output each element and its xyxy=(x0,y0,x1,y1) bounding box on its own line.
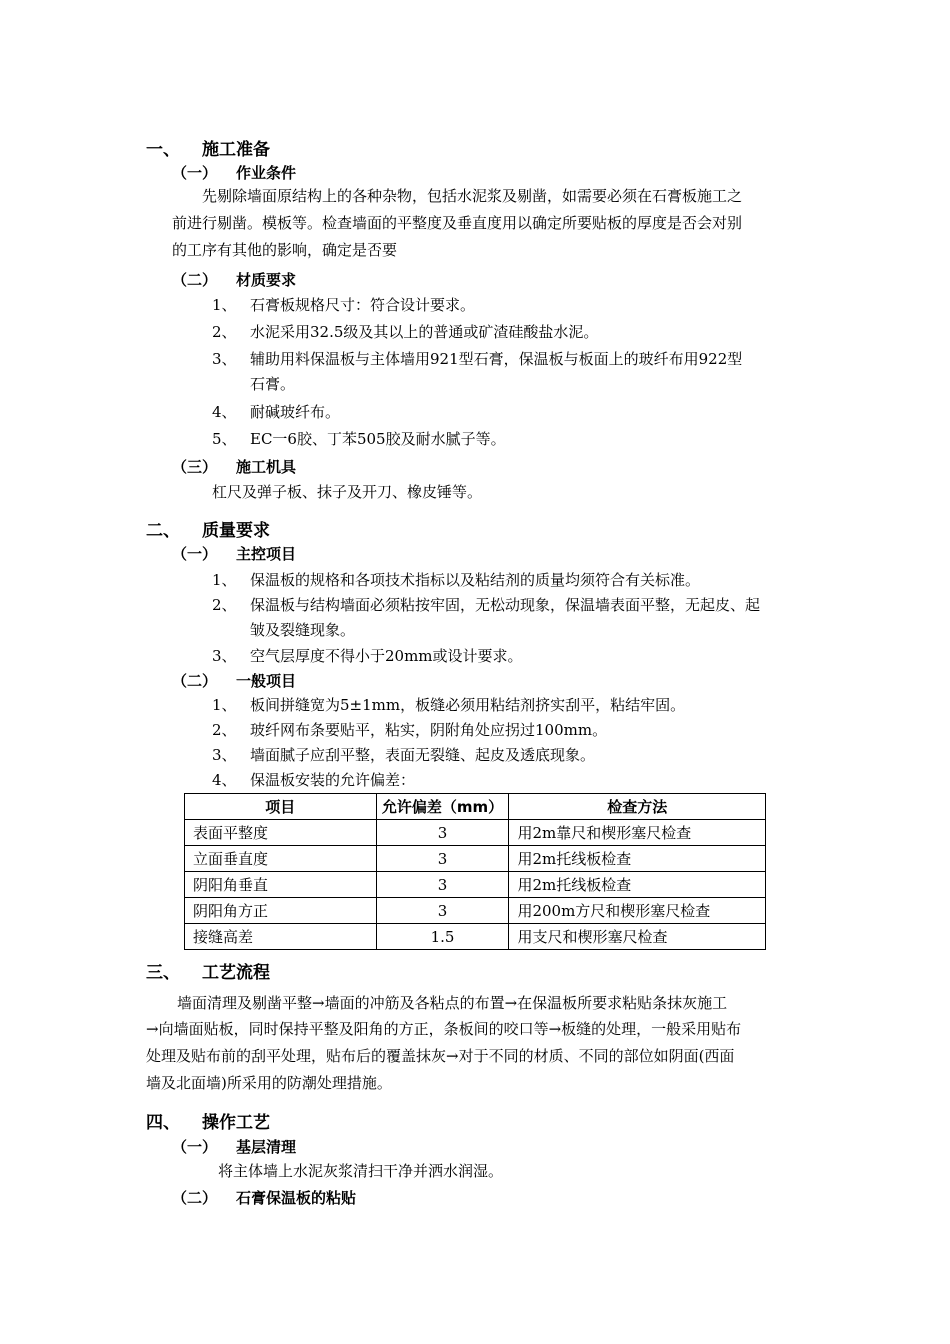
s1-sub1-line-2: 前进行剔凿。模板等。检查墙面的平整度及垂直度用以确定所要贴板的厚度是否会对别 xyxy=(172,214,743,232)
table-header-cell: 允许偏差（mm） xyxy=(376,794,509,820)
s1-sub2-number: （二） xyxy=(172,271,218,289)
table-cell: 用2m托线板检查 xyxy=(509,872,766,898)
table-cell: 阴阳角方正 xyxy=(185,898,377,924)
s2-item-number: 3、 xyxy=(212,746,237,764)
table-cell: 阴阳角垂直 xyxy=(185,872,377,898)
tolerance-table xyxy=(184,793,766,950)
s1-sub1-number: （一） xyxy=(172,164,218,182)
s3-line-1: 墙面清理及剔凿平整→墙面的冲筋及各粘点的布置→在保温板所要求粘贴条抹灰施工 xyxy=(177,994,728,1012)
section-1-number: 一、 xyxy=(146,140,180,160)
table-cell: 用支尺和楔形塞尺检查 xyxy=(509,924,766,950)
table-cell: 1.5 xyxy=(376,924,509,950)
s4-sub1-title: 基层清理 xyxy=(236,1138,297,1156)
s1-item-text: 石膏板规格尺寸：符合设计要求。 xyxy=(250,296,476,314)
s1-sub2-title: 材质要求 xyxy=(236,271,297,289)
section-2-number: 二、 xyxy=(146,521,180,541)
table-cell: 用200m方尺和楔形塞尺检查 xyxy=(509,898,766,924)
table-header-cell: 检查方法 xyxy=(509,794,766,820)
table-row xyxy=(185,924,766,950)
s1-sub1-line-3: 的工序有其他的影响，确定是否要 xyxy=(172,241,398,259)
s2-item-text: 板间拼缝宽为5±1mm，板缝必须用粘结剂挤实刮平，粘结牢固。 xyxy=(250,696,686,714)
s1-sub3-text: 杠尺及弹子板、抹子及开刀、橡皮锤等。 xyxy=(212,483,483,501)
s1-item-number: 4、 xyxy=(212,403,237,421)
table-cell: 接缝高差 xyxy=(185,924,377,950)
table-cell: 表面平整度 xyxy=(185,820,377,846)
s4-sub1-text: 将主体墙上水泥灰浆清扫干净并洒水润湿。 xyxy=(218,1162,504,1180)
s1-sub1-line-1: 先剔除墙面原结构上的各种杂物，包括水泥浆及剔凿，如需要必须在石膏板施工之 xyxy=(202,187,743,205)
s1-item-text: 耐碱玻纤布。 xyxy=(250,403,341,421)
table-row xyxy=(185,846,766,872)
s2-item-number: 3、 xyxy=(212,647,237,665)
s2-sub2-number: （二） xyxy=(172,672,218,690)
s1-item-number: 2、 xyxy=(212,323,237,341)
table-row xyxy=(185,898,766,924)
s2-item-text: 墙面腻子应刮平整，表面无裂缝、起皮及透底现象。 xyxy=(250,746,596,764)
table-row xyxy=(185,872,766,898)
s2-item-text-continued: 皱及裂缝现象。 xyxy=(250,621,356,639)
s2-item-text: 保温板安装的允许偏差： xyxy=(250,771,416,789)
table-cell: 3 xyxy=(376,872,509,898)
section-3-number: 三、 xyxy=(146,963,180,983)
table-cell: 用2m托线板检查 xyxy=(509,846,766,872)
section-4-number: 四、 xyxy=(146,1113,180,1133)
s1-item-number: 1、 xyxy=(212,296,237,314)
s1-sub3-title: 施工机具 xyxy=(236,458,297,476)
section-2-title: 质量要求 xyxy=(202,521,270,541)
table-cell: 3 xyxy=(376,898,509,924)
s2-item-number: 2、 xyxy=(212,721,237,739)
table-cell: 3 xyxy=(376,820,509,846)
s3-line-3: 处理及贴布前的刮平处理，贴布后的覆盖抹灰→对于不同的材质、不同的部位如阴面(西面 xyxy=(146,1047,735,1065)
s3-line-2: →向墙面贴板，同时保持平整及阳角的方正，条板间的咬口等→板缝的处理，一般采用贴布 xyxy=(146,1020,742,1038)
section-3-title: 工艺流程 xyxy=(202,963,270,983)
s2-sub1-number: （一） xyxy=(172,545,218,563)
s1-sub1-title: 作业条件 xyxy=(236,164,297,182)
table-cell: 3 xyxy=(376,846,509,872)
s1-item-text: EC一6胶、丁苯505胶及耐水腻子等。 xyxy=(250,430,506,448)
s4-sub2-number: （二） xyxy=(172,1189,218,1207)
s1-item-text: 辅助用料保温板与主体墙用921型石膏，保温板与板面上的玻纤布用922型 xyxy=(250,350,743,368)
s2-sub1-title: 主控项目 xyxy=(236,545,297,563)
s2-item-number: 1、 xyxy=(212,571,237,589)
s2-item-number: 4、 xyxy=(212,771,237,789)
section-1-title: 施工准备 xyxy=(202,140,270,160)
s2-item-number: 1、 xyxy=(212,696,237,714)
s1-item-number: 5、 xyxy=(212,430,237,448)
s2-item-number: 2、 xyxy=(212,596,237,614)
s2-item-text: 玻纤网布条要贴平，粘实，阴附角处应拐过100mm。 xyxy=(250,721,608,739)
s1-sub3-number: （三） xyxy=(172,458,218,476)
s2-item-text: 空气层厚度不得小于20mm或设计要求。 xyxy=(250,647,523,665)
s2-item-text: 保温板与结构墙面必须粘按牢固，无松动现象，保温墙表面平整，无起皮、起 xyxy=(250,596,761,614)
table-header-row xyxy=(185,794,766,820)
s4-sub2-title: 石膏保温板的粘贴 xyxy=(236,1189,357,1207)
s1-item-text: 水泥采用32.5级及其以上的普通或矿渣硅酸盐水泥。 xyxy=(250,323,599,341)
s1-item-text-continued: 石膏。 xyxy=(250,375,296,393)
s3-line-4: 墙及北面墙)所采用的防潮处理措施。 xyxy=(146,1074,392,1092)
s4-sub1-number: （一） xyxy=(172,1138,218,1156)
table-cell: 用2m靠尺和楔形塞尺检查 xyxy=(509,820,766,846)
s2-item-text: 保温板的规格和各项技术指标以及粘结剂的质量均须符合有关标准。 xyxy=(250,571,701,589)
table-row xyxy=(185,820,766,846)
table-header-cell: 项目 xyxy=(185,794,377,820)
s2-sub2-title: 一般项目 xyxy=(236,672,297,690)
section-4-title: 操作工艺 xyxy=(202,1113,270,1133)
table-cell: 立面垂直度 xyxy=(185,846,377,872)
s1-item-number: 3、 xyxy=(212,350,237,368)
